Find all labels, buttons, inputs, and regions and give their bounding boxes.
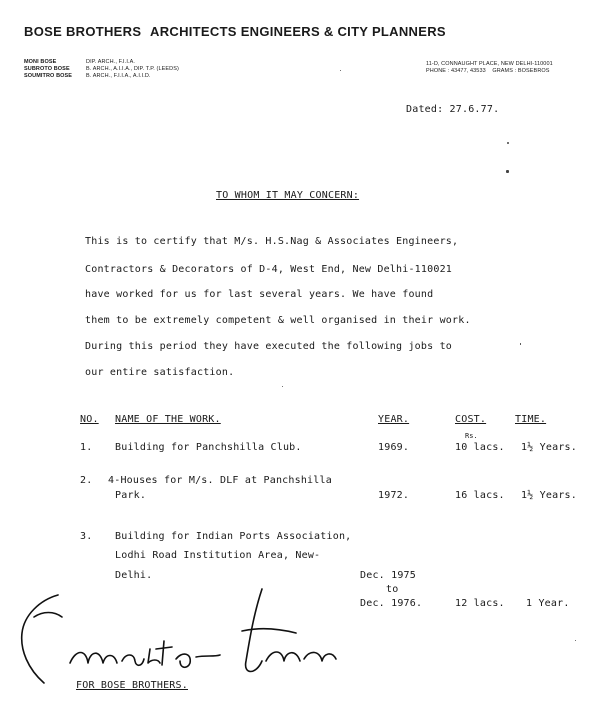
partner-qualifications: DIP. ARCH., F.I.I.A. <box>86 59 135 65</box>
row-work: Lodhi Road Institution Area, New- <box>115 550 321 561</box>
row-time: 1½ Years. <box>521 442 577 453</box>
letter-heading: TO WHOM IT MAY CONCERN: <box>216 190 360 201</box>
scan-speck <box>507 142 509 144</box>
scan-speck <box>520 343 521 345</box>
scan-speck <box>340 70 341 71</box>
row-year: 1969. <box>378 442 410 453</box>
partner-row <box>24 59 179 66</box>
firm-contact <box>426 61 553 75</box>
row-work: Building for Panchshilla Club. <box>115 442 302 453</box>
row-year: to <box>386 584 399 595</box>
signature-caption: FOR BOSE BROTHERS. <box>76 680 188 691</box>
row-number: 2. <box>80 475 93 486</box>
row-cost: 10 lacs. <box>455 442 505 453</box>
row-work: Delhi. <box>115 570 153 581</box>
row-time: 1½ Years. <box>521 490 577 501</box>
firm-profession: ARCHITECTS ENGINEERS & CITY PLANNERS <box>150 24 446 39</box>
partner-qualifications: B. ARCH., A.I.I.A., DIP. T.P. (LEEDS) <box>86 66 179 72</box>
partner-row <box>24 66 179 73</box>
partner-qualifications: B. ARCH., F.I.I.A., A.I.I.D. <box>86 73 151 79</box>
col-header-year: YEAR. <box>378 414 410 425</box>
partner-row <box>24 73 179 80</box>
cost-unit: Rs. <box>465 432 478 440</box>
row-year: Dec. 1975 <box>360 570 416 581</box>
signature <box>10 575 355 690</box>
row-work: Park. <box>115 490 147 501</box>
row-number: 1. <box>80 442 93 453</box>
firm-grams: GRAMS : BOSEBROS <box>492 68 550 74</box>
firm-address: 11-D, CONNAUGHT PLACE, NEW DELHI-110001 <box>426 61 553 67</box>
col-header-no: NO. <box>80 414 99 425</box>
col-header-cost: COST. <box>455 414 487 425</box>
partner-name: MONI BOSE <box>24 59 57 65</box>
row-time: 1 Year. <box>526 598 570 609</box>
body-line: have worked for us for last several years. We have found <box>85 289 434 300</box>
row-work: 4-Houses for M/s. DLF at Panchshilla <box>108 475 332 486</box>
row-year: 1972. <box>378 490 410 501</box>
partners-list <box>24 59 179 80</box>
body-line: them to be extremely competent & well organised in their work. <box>85 315 471 326</box>
row-work: Building for Indian Ports Association, <box>115 531 352 542</box>
partner-name: SUBROTO BOSE <box>24 66 70 72</box>
body-line: Contractors & Decorators of D-4, West End, New Delhi-110021 <box>85 264 453 275</box>
firm-phone: PHONE : 43477, 43533 <box>426 68 486 74</box>
body-line: This is to certify that M/s. H.S.Nag & Associates Engineers, <box>85 236 459 247</box>
firm-name: BOSE BROTHERS <box>24 24 142 39</box>
scan-speck <box>575 640 576 641</box>
scan-speck <box>282 386 283 387</box>
row-cost: 16 lacs. <box>455 490 505 501</box>
row-cost: 12 lacs. <box>455 598 505 609</box>
partner-name: SOUMITRO BOSE <box>24 73 73 79</box>
row-number: 3. <box>80 531 93 542</box>
body-line: During this period they have executed the following jobs to <box>85 341 453 352</box>
row-year: Dec. 1976. <box>360 598 423 609</box>
letter-date: Dated: 27.6.77. <box>406 104 500 115</box>
scan-speck <box>506 170 509 173</box>
body-line: our entire satisfaction. <box>85 367 235 378</box>
col-header-work: NAME OF THE WORK. <box>115 414 221 425</box>
col-header-time: TIME. <box>515 414 547 425</box>
